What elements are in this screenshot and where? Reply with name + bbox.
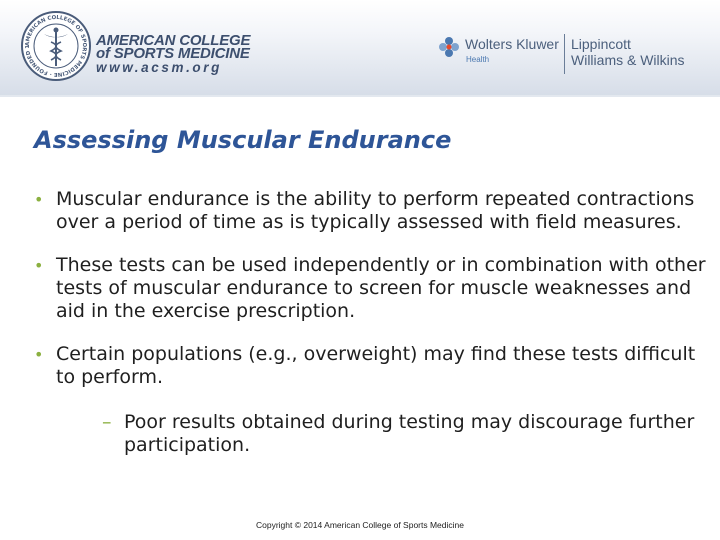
bullet-text: Certain populations (e.g., overweight) may find these tests difficult to perform. bbox=[56, 343, 696, 388]
bullet-item bbox=[34, 188, 706, 234]
acsm-name-line1: AMERICAN COLLEGE bbox=[96, 32, 251, 49]
bullet-list bbox=[34, 188, 706, 457]
wolters-kluwer-name: Wolters Kluwer bbox=[465, 36, 559, 52]
bullet-item bbox=[34, 254, 706, 323]
slide-title: Assessing Muscular Endurance bbox=[34, 126, 452, 154]
sub-bullet-marker: – bbox=[102, 411, 112, 433]
bullet-marker: • bbox=[34, 256, 44, 275]
acsm-name-line2: of SPORTS MEDICINE bbox=[96, 45, 250, 62]
wolters-kluwer-health: Health bbox=[466, 55, 490, 64]
bullet-text: These tests can be used independently or in combination with other tests of muscular endurance to screen for muscle weaknesses and aid in the exercise prescription. bbox=[56, 254, 706, 322]
lww-line1: Lippincott bbox=[571, 36, 631, 52]
logo-divider bbox=[564, 34, 565, 74]
bullet-marker: • bbox=[34, 190, 44, 209]
copyright-footer: Copyright © 2014 American College of Sports Medicine bbox=[255, 520, 464, 530]
bullet-text: Muscular endurance is the ability to perform repeated contractions over a period of time as is typically assessed with field measures. bbox=[56, 188, 695, 233]
sub-bullet-item bbox=[102, 411, 706, 457]
acsm-url: www.acsm.org bbox=[96, 60, 222, 75]
lww-line2: Williams & Wilkins bbox=[571, 52, 685, 68]
sub-bullet-text: Poor results obtained during testing may discourage further participation. bbox=[124, 411, 695, 456]
bullet-item bbox=[34, 343, 706, 457]
acsm-seal-text: AMERICAN COLLEGE OF SPORTS MEDICINE · FOUNDED 1 bbox=[24, 14, 88, 78]
acsm-wordmark bbox=[96, 34, 250, 76]
wolters-kluwer-flower-icon bbox=[438, 36, 460, 58]
lww-wordmark bbox=[571, 36, 685, 68]
bullet-marker: • bbox=[34, 345, 44, 364]
header-divider bbox=[0, 95, 720, 97]
acsm-seal-logo bbox=[20, 10, 92, 82]
